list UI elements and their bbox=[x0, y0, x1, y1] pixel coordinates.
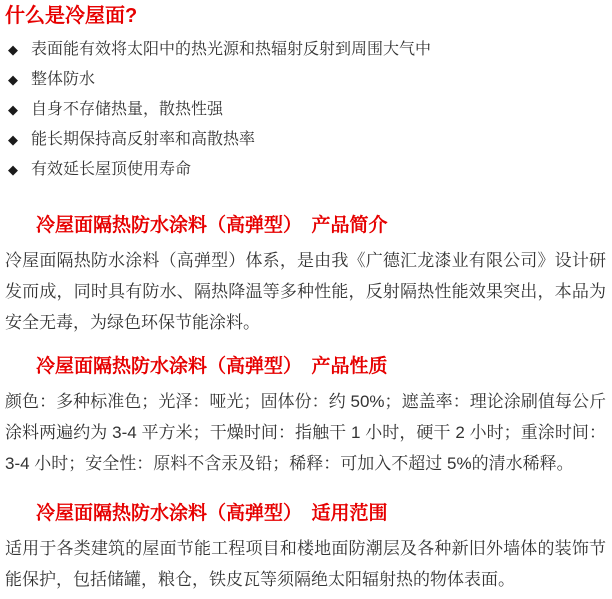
section-heading-product-properties: 冷屋面隔热防水涂料（高弹型） 产品性质 bbox=[36, 356, 388, 377]
list-item bbox=[5, 35, 606, 65]
list-item bbox=[5, 65, 606, 95]
bullet-text: 有效延长屋顶使用寿命 bbox=[31, 161, 192, 178]
list-item bbox=[5, 95, 606, 125]
diamond-bullet-icon: ◆ bbox=[8, 42, 18, 57]
diamond-bullet-icon: ◆ bbox=[8, 72, 18, 87]
bullet-text: 能长期保持高反射率和高散热率 bbox=[31, 131, 256, 148]
list-item bbox=[5, 125, 606, 155]
feature-bullet-list bbox=[5, 35, 606, 185]
diamond-bullet-icon: ◆ bbox=[8, 162, 18, 177]
page-title: 什么是冷屋面? bbox=[5, 5, 138, 27]
diamond-bullet-icon: ◆ bbox=[8, 132, 18, 147]
section-application-scope bbox=[5, 503, 606, 595]
section-body-product-properties: 颜色：多种标准色；光泽：哑光；固体份：约 50%；遮盖率：理论涂刷值每公斤涂料两遍约为 3-4 平方米；干燥时间：指触干 1 小时，硬干 2 小时；重涂时间：3-4 小时；安全性：原料不含汞及铅；稀释：可加入不超过 5%的清水稀释。 bbox=[5, 392, 606, 473]
bullet-text: 整体防水 bbox=[31, 71, 96, 88]
bullet-text: 表面能有效将太阳中的热光源和热辐射反射到周围大气中 bbox=[31, 41, 432, 58]
section-body-product-intro: 冷屋面隔热防水涂料（高弹型）体系，是由我《广德汇龙漆业有限公司》设计研发而成，同时具有防水、隔热降温等多种性能，反射隔热性能效果突出，本品为安全无毒，为绿色环保节能涂料。 bbox=[5, 251, 606, 332]
section-body-application-scope: 适用于各类建筑的屋面节能工程项目和楼地面防潮层及各种新旧外墙体的装饰节能保护，包括储罐，粮仓，铁皮瓦等须隔绝太阳辐射热的物体表面。 bbox=[5, 539, 606, 589]
section-product-intro bbox=[5, 215, 606, 338]
section-heading-product-intro: 冷屋面隔热防水涂料（高弹型） 产品简介 bbox=[36, 215, 388, 236]
section-product-properties bbox=[5, 356, 606, 479]
diamond-bullet-icon: ◆ bbox=[8, 102, 18, 117]
bullet-text: 自身不存储热量，散热性强 bbox=[31, 101, 224, 118]
section-heading-application-scope: 冷屋面隔热防水涂料（高弹型） 适用范围 bbox=[36, 503, 388, 524]
list-item bbox=[5, 155, 606, 185]
